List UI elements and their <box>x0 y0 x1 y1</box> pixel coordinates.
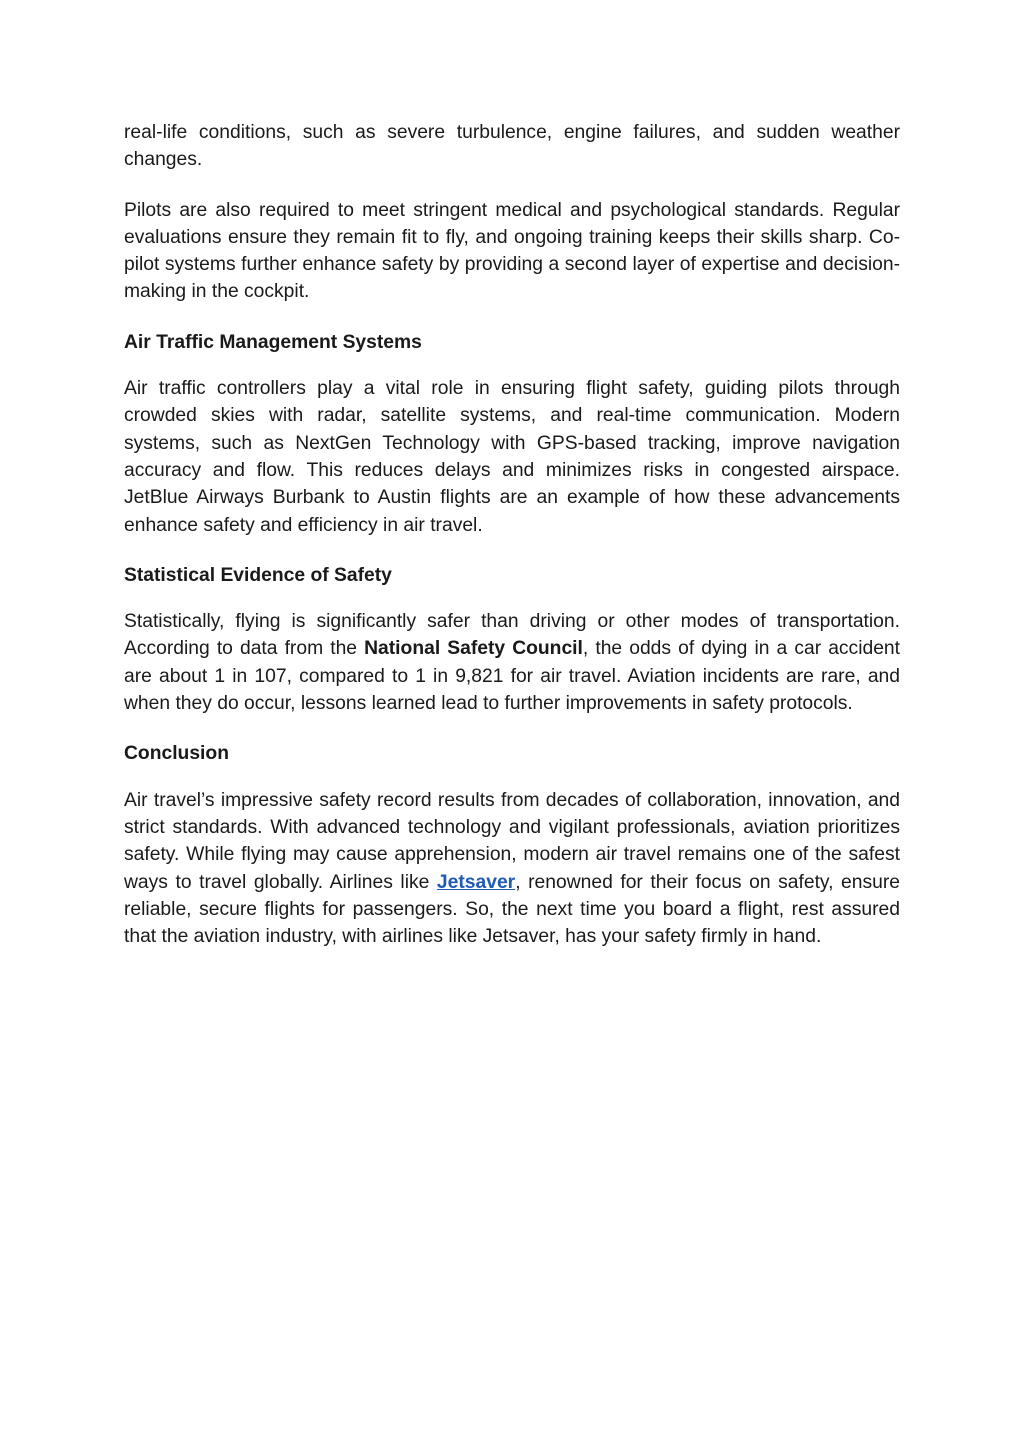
paragraph-conclusion <box>124 787 900 951</box>
statistics-text-end: , the odds of dying in a car accident are about 1 in 107, compared to 1 in 9,821 for air travel. Aviation incidents are rare, and when they do occur, lessons learned lead to further improvements in safety protocols. <box>124 638 901 715</box>
heading-conclusion: Conclusion <box>124 743 229 765</box>
document-page <box>124 119 900 973</box>
paragraph-air-traffic: Air traffic controllers play a vital role in ensuring flight safety, guiding pilots through crowded skies with radar, satellite systems, and real-time communication. Modern systems, such as NextGen Technology with GPS-based tracking, improve navigation accuracy and flow. This reduces delays and minimizes risks in congested airspace. JetBlue Airways Burbank to Austin flights are an example of how these advancements enhance safety and efficiency in air travel. <box>124 378 900 536</box>
paragraph-intro: real-life conditions, such as severe turbulence, engine failures, and sudden weather changes. <box>124 122 900 171</box>
paragraph-statistics <box>124 608 900 717</box>
national-safety-council-bold: National Safety Council <box>364 638 583 660</box>
statistics-text-start: Statistically, flying is significantly safer than driving or other modes of transportation. According to data from the <box>124 611 900 660</box>
heading-air-traffic-management: Air Traffic Management Systems <box>124 331 422 353</box>
jetsaver-link[interactable]: Jetsaver <box>436 871 516 893</box>
conclusion-text-start: Air travel’s impressive safety record results from decades of collaboration, innovation, and strict standards. With advanced technology and vigilant professionals, aviation prioritizes safety. While flying may cause apprehension, modern air travel remains one of the safest ways to travel globally. Airlines like <box>124 789 900 893</box>
paragraph-pilot-standards: Pilots are also required to meet stringent medical and psychological standards. Regular evaluations ensure they remain fit to fly, and ongoing training keeps their skills sharp. Co-pilot systems further enhance safety by providing a second layer of expertise and decision-making in the cockpit. <box>124 199 900 303</box>
heading-statistical-evidence: Statistical Evidence of Safety <box>124 564 392 586</box>
conclusion-text-end: , renowned for their focus on safety, ensure reliable, secure flights for passengers. So, the next time you board a flight, rest assured that the aviation industry, with airlines like Jetsaver, has your safety firmly in hand. <box>124 871 901 948</box>
